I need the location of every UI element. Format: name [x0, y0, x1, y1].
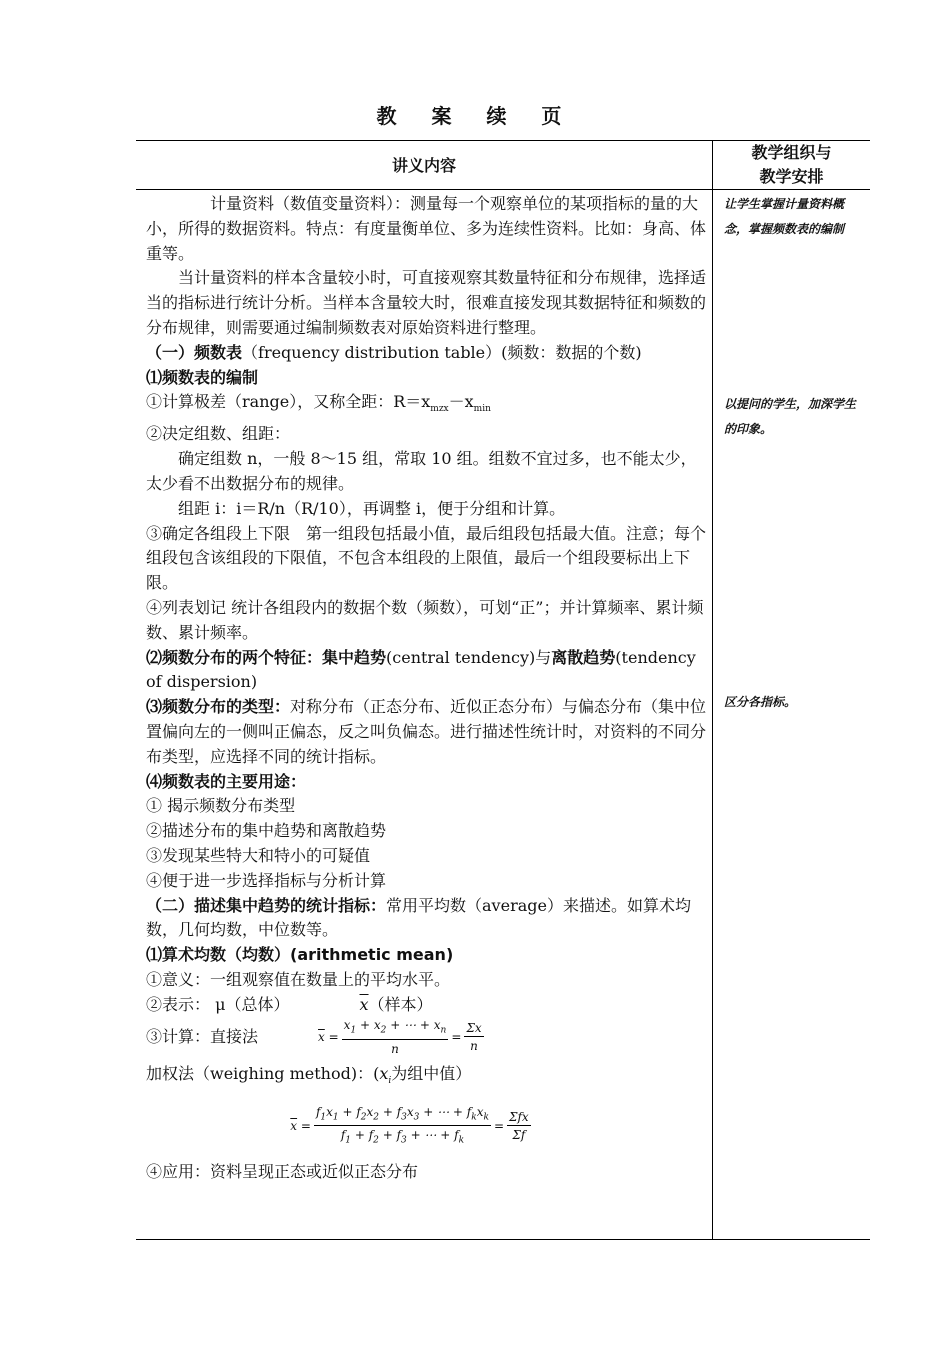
note-distinguish: 区分各指标。: [724, 695, 797, 709]
use-item: ②描述分布的集中趋势和离散趋势: [146, 821, 387, 841]
subsection-arithmetic-mean: ⑴算术均数（均数）(arithmetic mean): [146, 945, 454, 965]
lecture-content: [146, 192, 708, 1184]
step-range: [146, 390, 708, 422]
step-groups: ②决定组数、组距：: [146, 424, 291, 444]
paragraph-intro: 当计量资料的样本含量较小时，可直接观察其数量特征和分布规律，选择适当的指标进行统计分析。当样本含量较大时，很难直接发现其数据特征和频数的分布规律，则需要通过编制频数表对原始资料进行整理。: [146, 268, 707, 337]
step-range-minus: －x: [448, 392, 474, 412]
features-heading: ⑵频数分布的两个特征：集中趋势: [146, 647, 387, 667]
subsection-types: [146, 695, 708, 769]
column-divider: [712, 140, 713, 1240]
page-title: 教 案 续 页: [376, 104, 576, 128]
mean-notation: [146, 993, 708, 1018]
subscript-min: min: [473, 404, 491, 415]
note-questioning: 以提问的学生，加深学生的印象。: [724, 397, 857, 436]
mean-meaning: ①意义：一组观察值在数量上的平均水平。: [146, 969, 451, 989]
section-central-tendency: [146, 894, 708, 944]
weighted-xi-sub: i: [388, 1076, 392, 1087]
direct-method-label: ③计算：直接法: [146, 1027, 259, 1047]
direct-method-row: [146, 1017, 708, 1057]
weighted-xi: x: [379, 1063, 389, 1083]
subsection-features: [146, 646, 708, 696]
direct-method-formula: $\overline{x}$ = $\frac{x_1 + x_2 + \cdots + x_n}{n}$ = $\frac{\Sigma x}{n}$: [318, 1018, 482, 1056]
central-heading: （二）描述集中趋势的统计指标：: [146, 895, 387, 915]
types-heading: ⑶频数分布的类型：: [146, 697, 291, 717]
use-item: ③发现某些特大和特小的可疑值: [146, 845, 371, 865]
features-dispersion-en: (tendency of dispersion): [146, 647, 696, 692]
column-header-arrangement: [713, 140, 870, 189]
step-tally: ④列表划记 统计各组段内的数据个数（频数），可划“正”；并计算频率、累计频数、累计频率。: [146, 597, 704, 642]
column-header-content: 讲义内容: [391, 156, 456, 175]
weighted-method: [146, 1062, 708, 1094]
step-range-text: ①计算极差（range），又称全距：R＝x: [146, 392, 431, 412]
subscript-max: mzx: [430, 404, 449, 415]
use-item: ① 揭示频数分布类型: [146, 796, 296, 816]
subsection-uses: ⑷频数表的主要用途：: [146, 771, 307, 791]
use-item: ④便于进一步选择指标与分析计算: [146, 870, 387, 890]
step-groups-width: 组距 i：i＝R/n（R/10），再调整 i，便于分组和计算。: [178, 498, 566, 518]
weighted-method-label: 加权法（weighing method)：(: [146, 1063, 380, 1083]
section-frequency-table: [146, 341, 708, 366]
weighted-method-note: 为组中值）: [391, 1063, 472, 1083]
mean-application: ④应用：资料呈现正态或近似正态分布: [146, 1161, 419, 1181]
step-groups-count: 确定组数 n，一般 8～15 组，常取 10 组。组数不宜过多，也不能太少，太少看不出数据分布的规律。: [146, 449, 697, 493]
step-limits: ③确定各组段上下限 第一组段包括最小值，最后组段包括最大值。注意；每个组段包含该组段的下限值，不包含本组段的上限值，最后一个组段要标出上下限。: [146, 523, 707, 593]
features-dispersion: 离散趋势: [551, 647, 616, 667]
section-heading-rest: （frequency distribution table）(频数：数据的个数): [242, 342, 642, 362]
paragraph-definition: 计量资料（数值变量资料）：测量每一个观察单位的某项指标的量的大小，所得的数据资料。特点：有度量衡单位、多为连续性资料。比如：身高、体重等。: [146, 194, 707, 263]
section-heading: （一）频数表: [146, 342, 243, 362]
mean-notation-population: ②表示： μ（总体）: [146, 994, 290, 1014]
central-text: 常用平均数（average）来描述。如算术均数，几何均数，中位数等。: [146, 895, 691, 940]
column-header-arrangement-line2: 教学安排: [759, 166, 824, 186]
subsection-compile: ⑴频数表的编制: [146, 367, 259, 387]
x-bar-symbol: $\overline{x}$: [359, 994, 369, 1014]
note-objective: 让学生掌握计量资料概念，掌握频数表的编制: [724, 197, 845, 236]
weighted-formula-row: [116, 1104, 708, 1150]
features-central: (central tendency)与: [386, 647, 552, 667]
mean-notation-sample: （样本）: [368, 994, 433, 1014]
table-header-rule: [136, 189, 870, 190]
types-text: 对称分布（正态分布、近似正态分布）与偏态分布（集中位置偏向左的一侧叫正偏态，反之叫负偏态。进行描述性统计时，对资料的不同分布类型，应选择不同的统计指标。: [146, 697, 707, 766]
weighted-method-formula: $\overline{x}$ = $\frac{f_1x_1 + f_2x_2 + f_3x_3 + \cdots + f_kx_k}{f_1 + f_2 + f_3 + \cdots + f_k}$ = $\frac{\text{Σfx}}{\Sigma f}$: [290, 1104, 529, 1146]
table-bottom-rule: [136, 1239, 870, 1240]
column-header-arrangement-line1: 教学组织与: [751, 142, 832, 162]
